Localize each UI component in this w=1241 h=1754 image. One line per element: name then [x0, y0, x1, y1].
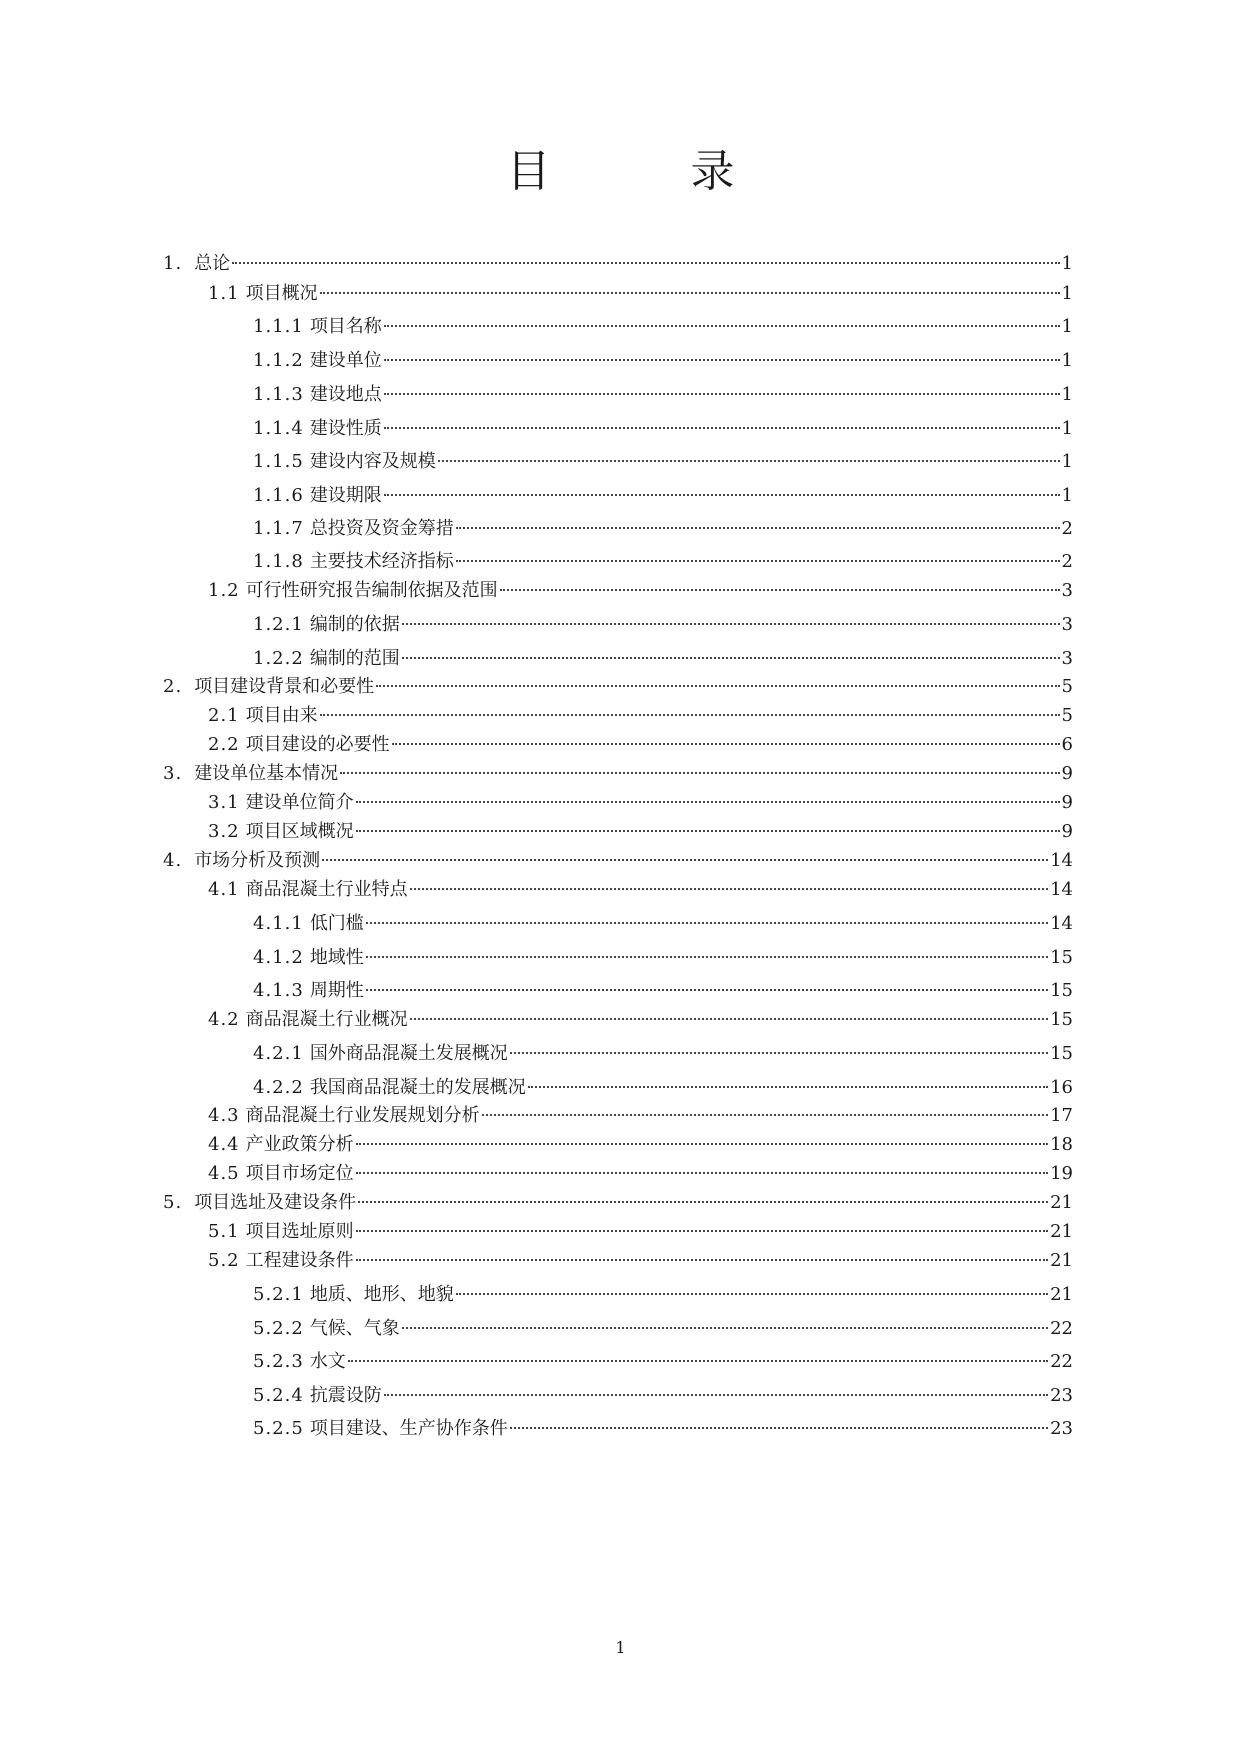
toc-entry-title: 总论 [194, 253, 231, 274]
dot-leader [340, 772, 1059, 774]
toc-entry[interactable] [253, 1351, 1073, 1373]
toc-entry-page: 3 [1061, 580, 1073, 601]
toc-entry-title: 可行性研究报告编制依据及范围 [245, 580, 498, 601]
dot-leader [510, 1052, 1048, 1054]
toc-entry-page: 21 [1050, 1221, 1073, 1242]
dot-leader [356, 1143, 1048, 1145]
dot-leader [510, 1427, 1048, 1429]
toc-entry-title: 建设期限 [309, 485, 382, 506]
toc-entry[interactable] [253, 485, 1073, 507]
toc-entry-title: 项目建设、生产协作条件 [309, 1418, 508, 1439]
toc-entry-page: 23 [1050, 1418, 1073, 1439]
toc-entry-page: 23 [1050, 1385, 1073, 1406]
toc-entry-title: 工程建设条件 [245, 1250, 354, 1271]
toc-entry-page: 15 [1050, 1043, 1073, 1064]
toc-entry-title: 总投资及资金筹措 [309, 518, 454, 539]
toc-entry-title: 气候、气象 [309, 1318, 400, 1339]
toc-entry-label [253, 1385, 382, 1407]
toc-entry-page: 5 [1061, 705, 1073, 726]
toc-entry-title: 商品混凝土行业发展规划分析 [245, 1105, 480, 1126]
toc-entry-title: 建设单位简介 [245, 792, 354, 813]
toc-entry[interactable] [208, 821, 1073, 843]
toc-entry-number: 1.1.2 [253, 350, 304, 371]
toc-entry-page: 3 [1061, 648, 1073, 669]
toc-entry-title: 地域性 [309, 947, 364, 968]
toc-entry-title: 项目建设的必要性 [245, 734, 390, 755]
toc-entry-label [253, 1077, 526, 1099]
toc-entry-title: 抗震设防 [309, 1385, 382, 1406]
dot-leader [358, 1201, 1048, 1203]
toc-entry[interactable] [253, 316, 1073, 338]
toc-entry-page: 2 [1061, 551, 1073, 572]
toc-entry-title: 建设内容及规模 [309, 451, 436, 472]
toc-entry[interactable] [253, 980, 1073, 1002]
toc-entry-number: 4.3 [208, 1105, 240, 1126]
toc-entry-label [253, 418, 382, 440]
toc-entry-page: 15 [1050, 980, 1073, 1001]
dot-leader [438, 460, 1060, 462]
toc-entry-number: 4.1.1 [253, 913, 304, 934]
dot-leader [410, 888, 1048, 890]
toc-entry-page: 5 [1061, 676, 1073, 697]
toc-entry-page: 15 [1050, 1009, 1073, 1030]
toc-entry-title: 编制的依据 [309, 614, 400, 635]
toc-entry-page: 21 [1050, 1284, 1073, 1305]
toc-entry-number: 1.1 [208, 283, 240, 304]
toc-entry-label [253, 1043, 508, 1065]
toc-entry-title: 产业政策分析 [245, 1134, 354, 1155]
dot-leader [402, 657, 1060, 659]
dot-leader [500, 589, 1060, 591]
toc-entry[interactable] [208, 1250, 1073, 1272]
toc-entry-number: 4.2.1 [253, 1043, 304, 1064]
toc-entry-number: 1.1.6 [253, 485, 304, 506]
toc-entry-title: 建设单位基本情况 [194, 763, 339, 784]
toc-entry-page: 1 [1061, 485, 1073, 506]
toc-entry-title: 建设性质 [309, 418, 382, 439]
page-number: 1 [615, 1638, 626, 1657]
dot-leader [456, 527, 1060, 529]
toc-entry-number: 5.2.4 [253, 1385, 304, 1406]
dot-leader [366, 922, 1048, 924]
toc-entry-label [253, 1284, 454, 1306]
toc-entry[interactable] [163, 253, 1073, 275]
dot-leader [528, 1086, 1048, 1088]
toc-entry-page: 1 [1061, 283, 1073, 304]
toc-entry-number: 3.2 [208, 821, 240, 842]
dot-leader [456, 560, 1060, 562]
toc-entry-title: 项目名称 [309, 316, 382, 337]
toc-entry[interactable] [253, 1043, 1073, 1065]
toc-entry-number: 2.1 [208, 705, 240, 726]
toc-entry-page: 17 [1050, 1105, 1073, 1126]
dot-leader [384, 359, 1060, 361]
toc-entry-number: 1.2 [208, 580, 240, 601]
toc-entry-number: 5.2.2 [253, 1318, 304, 1339]
toc-entry-page: 1 [1061, 253, 1073, 274]
toc-entry[interactable] [253, 1318, 1073, 1340]
toc-entry[interactable] [208, 1163, 1073, 1185]
toc-entry-label [253, 980, 364, 1002]
toc-entry-label [163, 763, 338, 785]
toc-entry-page: 9 [1061, 792, 1073, 813]
dot-leader [384, 1394, 1048, 1396]
toc-entry[interactable] [208, 734, 1073, 756]
toc-entry[interactable] [253, 551, 1073, 573]
toc-entry-number: 4.1.3 [253, 980, 304, 1001]
toc-entry-title: 项目区域概况 [245, 821, 354, 842]
toc-entry-page: 22 [1050, 1351, 1073, 1372]
toc-entry-label [253, 518, 454, 540]
dot-leader [348, 1360, 1048, 1362]
toc-entry-title: 项目选址及建设条件 [194, 1192, 357, 1213]
toc-entry[interactable] [208, 1134, 1073, 1156]
dot-leader [356, 1172, 1048, 1174]
toc-entry[interactable] [208, 1221, 1073, 1243]
toc-entry-page: 14 [1050, 913, 1073, 934]
toc-entry-number: 3. [163, 763, 183, 784]
toc-entry-label [253, 1351, 346, 1373]
toc-entry-page: 1 [1061, 451, 1073, 472]
toc-entry-number: 1. [163, 253, 183, 274]
toc-entry-title: 我国商品混凝土的发展概况 [309, 1077, 526, 1098]
toc-entry[interactable] [253, 518, 1073, 540]
toc-entry-label [208, 283, 318, 305]
toc-entry-number: 2.2 [208, 734, 240, 755]
toc-entry-label [253, 1418, 508, 1440]
toc-entry-label [163, 253, 230, 275]
toc-entry-title: 周期性 [309, 980, 364, 1001]
toc-entry-label [208, 1221, 354, 1243]
toc-entry-number: 4. [163, 850, 183, 871]
toc-entry-title: 项目选址原则 [245, 1221, 354, 1242]
toc-entry-number: 1.1.4 [253, 418, 304, 439]
toc-entry[interactable] [253, 418, 1073, 440]
dot-leader [376, 685, 1059, 687]
toc-entry[interactable] [253, 1418, 1073, 1440]
toc-entry-title: 项目由来 [245, 705, 318, 726]
toc-entry-page: 19 [1050, 1163, 1073, 1184]
toc-entry-number: 3.1 [208, 792, 240, 813]
toc-entry-number: 2. [163, 676, 183, 697]
toc-entry-label [163, 676, 374, 698]
toc-entry-number: 4.4 [208, 1134, 240, 1155]
toc-entry-label [208, 821, 354, 843]
toc-entry-label [253, 1318, 400, 1340]
toc-entry[interactable] [253, 1385, 1073, 1407]
toc-entry[interactable] [253, 648, 1073, 670]
toc-entry-page: 1 [1061, 350, 1073, 371]
toc-entry-label [208, 1009, 408, 1031]
dot-leader [232, 262, 1059, 264]
dot-leader [322, 859, 1048, 861]
toc-entry[interactable] [163, 850, 1073, 872]
toc-entry-title: 建设单位 [309, 350, 382, 371]
toc-entry-number: 4.1.2 [253, 947, 304, 968]
toc-entry-label [253, 350, 382, 372]
dot-leader [320, 714, 1060, 716]
toc-entry-page: 9 [1061, 763, 1073, 784]
toc-entry-label [208, 705, 318, 727]
toc-entry-number: 1.1.8 [253, 551, 304, 572]
toc-entry-label [253, 451, 436, 473]
toc-entry-page: 2 [1061, 518, 1073, 539]
toc-entry-number: 1.2.2 [253, 648, 304, 669]
toc-entry-number: 4.5 [208, 1163, 240, 1184]
toc-entry[interactable] [253, 614, 1073, 636]
dot-leader [320, 292, 1060, 294]
dot-leader [366, 956, 1048, 958]
toc-entry[interactable] [208, 792, 1073, 814]
toc-entry-page: 6 [1061, 734, 1073, 755]
toc-entry-label [208, 792, 354, 814]
toc-entry-number: 4.2 [208, 1009, 240, 1030]
toc-entry-number: 5.2.5 [253, 1418, 304, 1439]
dot-leader [384, 325, 1060, 327]
toc-entry-label [253, 384, 382, 406]
toc-entry-title: 低门槛 [309, 913, 364, 934]
dot-leader [366, 989, 1048, 991]
dot-leader [402, 1327, 1048, 1329]
toc-entry[interactable] [208, 705, 1073, 727]
dot-leader [356, 801, 1060, 803]
toc-entry-label [208, 879, 408, 901]
dot-leader [392, 743, 1060, 745]
dot-leader [356, 1259, 1048, 1261]
toc-entry-title: 主要技术经济指标 [309, 551, 454, 572]
toc-entry-label [253, 614, 400, 636]
toc-entry[interactable] [253, 1077, 1073, 1099]
toc-entry-page: 21 [1050, 1192, 1073, 1213]
toc-entry-number: 5. [163, 1192, 183, 1213]
toc-entry-number: 5.2.1 [253, 1284, 304, 1305]
toc-entry-number: 1.2.1 [253, 614, 304, 635]
toc-entry-number: 4.2.2 [253, 1077, 304, 1098]
toc-entry-label [208, 580, 498, 602]
toc-entry-number: 4.1 [208, 879, 240, 900]
toc-entry-page: 22 [1050, 1318, 1073, 1339]
toc-entry-title: 项目市场定位 [245, 1163, 354, 1184]
toc-entry[interactable] [208, 879, 1073, 901]
toc-entry[interactable] [208, 1105, 1073, 1127]
toc-entry-title: 市场分析及预测 [194, 850, 321, 871]
toc-entry-title: 商品混凝土行业特点 [245, 879, 408, 900]
toc-entry-label [253, 913, 364, 935]
toc-entry-label [163, 1192, 356, 1214]
dot-leader [356, 1230, 1048, 1232]
toc-entry-page: 21 [1050, 1250, 1073, 1271]
dot-leader [384, 393, 1060, 395]
toc-entry-label [253, 648, 400, 670]
dot-leader [410, 1018, 1048, 1020]
dot-leader [384, 494, 1060, 496]
toc-entry-page: 16 [1050, 1077, 1073, 1098]
toc-entry-number: 1.1.1 [253, 316, 304, 337]
toc-entry[interactable] [253, 384, 1073, 406]
dot-leader [456, 1293, 1048, 1295]
toc-entry-number: 1.1.7 [253, 518, 304, 539]
toc-entry[interactable] [208, 283, 1073, 305]
dot-leader [384, 427, 1060, 429]
toc-entry[interactable] [253, 1284, 1073, 1306]
toc-entry-number: 1.1.3 [253, 384, 304, 405]
toc-entry[interactable] [253, 913, 1073, 935]
toc-entry[interactable] [208, 580, 1073, 602]
toc-entry-page: 14 [1050, 850, 1073, 871]
toc-entry-page: 15 [1050, 947, 1073, 968]
toc-entry-title: 建设地点 [309, 384, 382, 405]
toc-entry[interactable] [163, 676, 1073, 698]
dot-leader [356, 830, 1060, 832]
toc-entry-title: 编制的范围 [309, 648, 400, 669]
dot-leader [402, 623, 1060, 625]
toc-entry-label [253, 947, 364, 969]
toc-entry[interactable] [253, 350, 1073, 372]
dot-leader [482, 1114, 1048, 1116]
toc-entry-label [208, 1250, 354, 1272]
toc-entry-label [163, 850, 320, 872]
toc-entry-label [253, 551, 454, 573]
toc-entry-label [208, 734, 390, 756]
toc-entry-page: 1 [1061, 384, 1073, 405]
toc-entry-page: 9 [1061, 821, 1073, 842]
toc-entry[interactable] [163, 763, 1073, 785]
toc-entry-title: 项目建设背景和必要性 [194, 676, 375, 697]
toc-entry-page: 18 [1050, 1134, 1073, 1155]
toc-entry-label [208, 1163, 354, 1185]
toc-entry-label [253, 316, 382, 338]
toc-entry[interactable] [253, 451, 1073, 473]
toc-entry-page: 1 [1061, 316, 1073, 337]
toc-entry-title: 项目概况 [245, 283, 318, 304]
toc-entry-number: 5.2.3 [253, 1351, 304, 1372]
toc-entry-title: 水文 [309, 1351, 346, 1372]
toc-entry-label [208, 1105, 480, 1127]
toc-entry[interactable] [163, 1192, 1073, 1214]
toc-entry-number: 5.2 [208, 1250, 240, 1271]
page-title: 目 录 [506, 146, 783, 197]
toc-entry-page: 14 [1050, 879, 1073, 900]
toc-entry-title: 国外商品混凝土发展概况 [309, 1043, 508, 1064]
toc-entry-page: 1 [1061, 418, 1073, 439]
toc-entry-title: 地质、地形、地貌 [309, 1284, 454, 1305]
toc-entry[interactable] [253, 947, 1073, 969]
toc-entry-label [253, 485, 382, 507]
toc-entry-number: 5.1 [208, 1221, 240, 1242]
toc-entry-number: 1.1.5 [253, 451, 304, 472]
toc-entry-page: 3 [1061, 614, 1073, 635]
toc-entry[interactable] [208, 1009, 1073, 1031]
toc-entry-title: 商品混凝土行业概况 [245, 1009, 408, 1030]
toc-entry-label [208, 1134, 354, 1156]
